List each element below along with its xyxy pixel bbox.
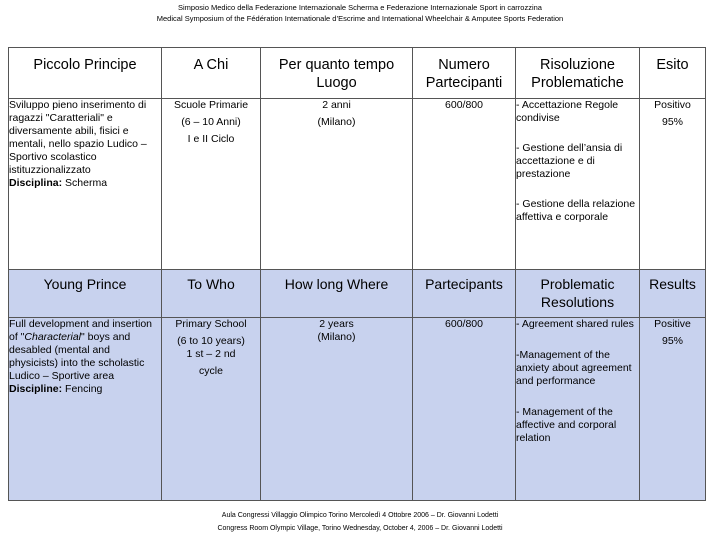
participants-cell [413,99,516,271]
header-cell [162,48,261,99]
header-cell [516,48,640,99]
table-row [9,318,706,501]
column-header-who: A Chi [193,57,229,73]
column-header-participants: Numero Partecipanti [425,57,503,91]
header-cell [413,270,516,318]
column-header-duration-place: How long Where [284,276,389,292]
program-description-prefix: Full development and insertion of " [9,318,153,343]
duration-value: 2 years [319,318,354,330]
place-value: (Milano) [317,116,356,128]
who-cell [162,99,261,271]
column-header-who: To Who [187,276,235,292]
result-percentage: 95% [661,335,683,347]
header-cell [640,270,706,318]
header-cell [261,270,413,318]
place-value: (Milano) [317,331,356,343]
italian-program-table [8,47,706,271]
column-header-program: Piccolo Principe [33,57,137,73]
header-cell [9,48,162,99]
participants-value: 600/800 [445,318,483,330]
who-line: Scuole Primarie [173,99,249,111]
header-cell [413,48,516,99]
footer-line-italian: Aula Congressi Villaggio Olimpico Torino Mercoledì 4 Ottobre 2006 – Dr. Giovanni Lodetti [221,512,499,519]
problem-resolution-cell [516,318,640,501]
who-line: (6 to 10 years) [177,335,245,347]
column-header-result: Esito [656,57,689,73]
problem-item: - Agreement shared rules [516,318,634,330]
program-description-italic: Characterial [24,331,82,343]
result-value: Positive [654,318,691,330]
header-line-english: Medical Symposium of the Fédération Internationale d’Escrime and International Wheelchair & Amputee Sports Federation [156,14,564,23]
program-description-suffix: " boys and desabled (mental and physicists) into the scholastic Ludico – Sportive area [9,331,145,382]
problem-item: - Management of the affective and corporal relation [516,406,617,444]
result-cell [640,318,706,501]
discipline-value: Scherma [65,177,108,189]
column-header-duration-place: Per quanto tempo Luogo [278,57,395,91]
header-cell [162,270,261,318]
program-description-cell [9,99,162,271]
problem-item: - Accettazione Regole condivise [516,99,619,124]
problem-item: - Gestione della relazione affettiva e corporale [516,198,636,223]
result-percentage: 95% [661,116,683,128]
who-line: (6 – 10 Anni) [181,116,241,128]
duration-value: 2 anni [322,99,351,111]
column-header-participants: Partecipants [425,276,503,292]
column-header-result: Results [649,276,696,292]
who-line: 1 st – 2 nd [186,348,236,360]
discipline-label: Disciplina: [9,177,63,189]
program-description-cell [9,318,162,501]
participants-cell [413,318,516,501]
footer-line-english: Congress Room Olympic Village, Torino Wednesday, October 4, 2006 – Dr. Giovanni Lodetti [217,525,503,532]
problem-resolution-cell [516,99,640,271]
column-header-program: Young Prince [43,276,127,292]
discipline-label: Discipline: [9,383,63,395]
who-cell [162,318,261,501]
column-header-problem-resolution: Problematic Resolutions [540,276,615,310]
participants-value: 600/800 [445,99,483,111]
english-program-table [8,269,706,501]
who-line: I e II Ciclo [187,133,235,145]
result-cell [640,99,706,271]
problem-item: -Management of the anxiety about agreement and performance [516,349,632,387]
header-cell [9,270,162,318]
who-line: cycle [199,365,223,377]
table-header-row [9,270,706,318]
problem-item: - Gestione dell’ansia di accettazione e di prestazione [516,142,623,180]
table-header-row [9,48,706,99]
header-line-italian: Simposio Medico della Federazione Internazionale Scherma e Federazione Internazionale Sport in carrozzina [178,3,542,12]
who-line: Primary School [175,318,247,330]
header-cell [640,48,706,99]
table-row [9,99,706,271]
discipline-value: Fencing [65,383,103,395]
program-description: Sviluppo pieno inserimento di ragazzi "Caratteriali" e diversamente abili, fisici e mentali, nello spazio Ludico – Sportivo scolastico istituzzionalizzato [9,99,147,176]
duration-place-cell [261,318,413,501]
header-cell [261,48,413,99]
duration-place-cell [261,99,413,271]
result-value: Positivo [654,99,691,111]
column-header-problem-resolution: Risoluzione Problematiche [531,57,624,91]
header-cell [516,270,640,318]
